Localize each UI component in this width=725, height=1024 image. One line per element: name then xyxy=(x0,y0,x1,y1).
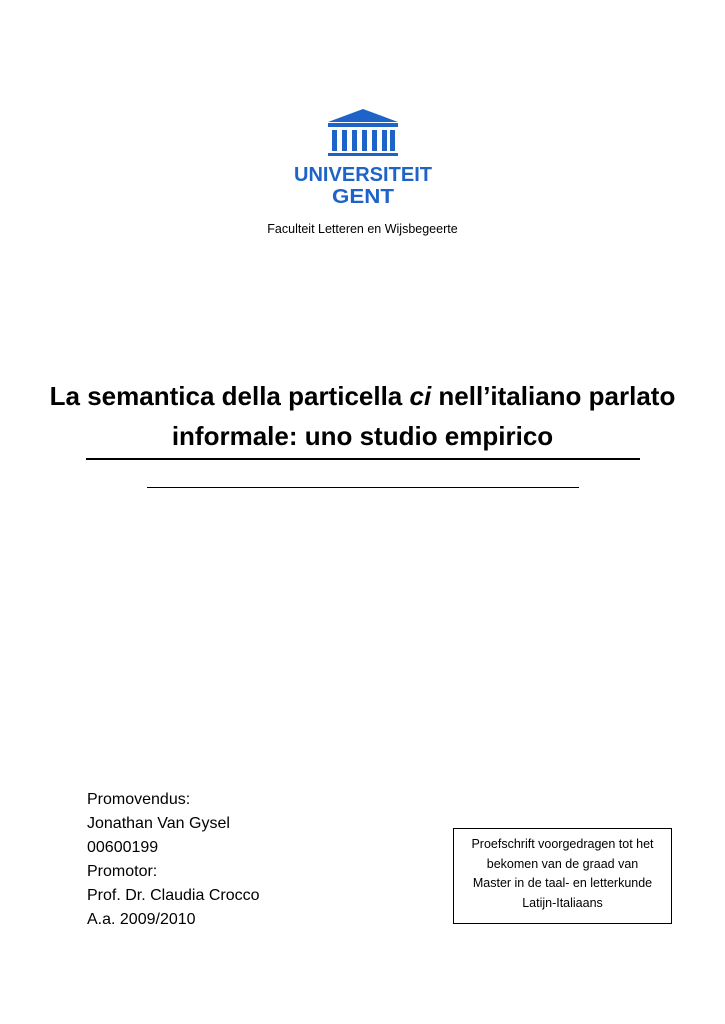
thesis-title xyxy=(40,376,685,456)
subtitle-rule xyxy=(147,487,579,488)
title-italic-ci: ci xyxy=(409,381,432,411)
degree-line-3: Master in de taal- en letterkunde xyxy=(472,876,653,890)
title-underline xyxy=(86,458,640,460)
title-part-2: nell’italiano parlato informale: uno studio empirico xyxy=(171,381,676,451)
university-logo xyxy=(292,106,434,210)
logo-line-1: UNIVERSITEIT xyxy=(294,164,432,186)
student-name: Jonathan Van Gysel xyxy=(87,815,230,832)
degree-line-2: bekomen van de graad van xyxy=(486,856,639,871)
promotor-label: Promotor: xyxy=(87,863,158,880)
promotor-name: Prof. Dr. Claudia Crocco xyxy=(87,887,260,904)
thesis-details xyxy=(87,788,260,932)
university-building-icon xyxy=(328,109,398,156)
student-number: 00600199 xyxy=(87,839,159,856)
academic-year: A.a. 2009/2010 xyxy=(87,911,196,928)
degree-line-1: Proefschrift voorgedragen tot het xyxy=(471,837,654,851)
degree-line-4: Latijn-Italiaans xyxy=(522,895,603,910)
title-part-1: La semantica della particella xyxy=(49,381,410,411)
promovendus-label: Promovendus: xyxy=(87,791,191,808)
faculty-name: Faculteit Letteren en Wijsbegeerte xyxy=(267,222,458,236)
degree-box xyxy=(453,828,672,924)
logo-line-2: GENT xyxy=(332,186,394,208)
